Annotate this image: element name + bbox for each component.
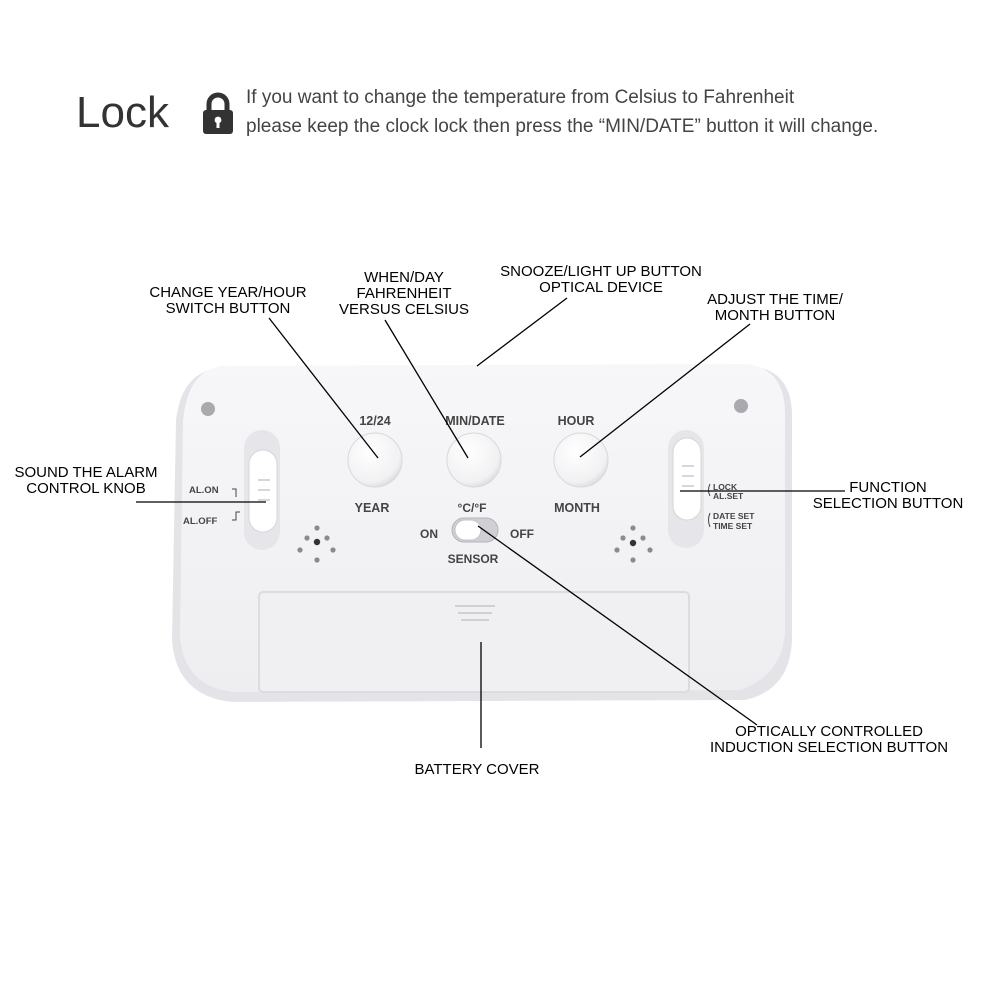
callout-line: ADJUST THE TIME/ [707, 291, 843, 308]
callout-line: CONTROL KNOB [26, 480, 146, 497]
callout-sound-alarm [14, 465, 157, 497]
label-celsius-fahrenheit: °C/°F [457, 501, 487, 515]
callout-line: WHEN/DAY [364, 269, 444, 286]
callout-line: SELECTION BUTTON [812, 495, 964, 512]
min-date-button [447, 433, 501, 487]
callout-change-year-hour [149, 285, 306, 317]
callout-line: FAHRENHEIT [356, 285, 452, 302]
label-off: OFF [510, 527, 534, 541]
function-slide-knob [673, 438, 701, 520]
callout-line: VERSUS CELSIUS [338, 301, 470, 318]
alarm-slide-knob [249, 450, 277, 532]
callout-line: SNOOZE/LIGHT UP BUTTON [500, 263, 702, 280]
callout-battery-cover: BATTERY COVER [414, 761, 540, 778]
label-date-set: DATE SET [713, 511, 755, 521]
label-min-date: MIN/DATE [445, 414, 505, 428]
header-instruction-line-2: please keep the clock lock then press the “MIN/DATE” button it will change. [246, 116, 879, 137]
label-hour: HOUR [557, 414, 595, 428]
callout-line: MONTH BUTTON [714, 307, 836, 324]
header-instruction-line-1: If you want to change the temperature from Celsius to Fahrenheit [246, 87, 795, 108]
sensor-switch-knob [455, 520, 481, 540]
label-al-off: AL.OFF [183, 516, 218, 527]
hang-hole-left [201, 402, 215, 416]
callout-snooze [500, 264, 702, 296]
label-sensor: SENSOR [447, 552, 499, 566]
label-time-set: TIME SET [713, 521, 753, 531]
callout-function-selection [813, 480, 964, 512]
callout-when-day [339, 270, 469, 318]
callout-optically-controlled [710, 724, 948, 756]
callout-line: SOUND THE ALARM [14, 464, 158, 481]
callout-line: OPTICALLY CONTROLLED [735, 723, 923, 740]
year-1224-button [348, 433, 402, 487]
label-lock: LOCK [713, 482, 738, 492]
callout-line: CHANGE YEAR/HOUR [149, 284, 307, 301]
callout-line: FUNCTION [849, 479, 927, 496]
callout-line: OPTICAL DEVICE [539, 279, 663, 296]
label-on: ON [420, 527, 438, 541]
lock-title: Lock [76, 88, 169, 137]
label-year: YEAR [354, 501, 390, 515]
label-1224: 12/24 [359, 414, 391, 428]
label-al-on: AL.ON [189, 485, 219, 496]
callout-adjust-time [707, 292, 843, 324]
label-al-set: AL.SET [713, 491, 744, 501]
label-month: MONTH [554, 501, 600, 515]
callout-line: INDUCTION SELECTION BUTTON [709, 739, 949, 756]
callout-line: SWITCH BUTTON [165, 300, 291, 317]
hang-hole-right [734, 399, 748, 413]
